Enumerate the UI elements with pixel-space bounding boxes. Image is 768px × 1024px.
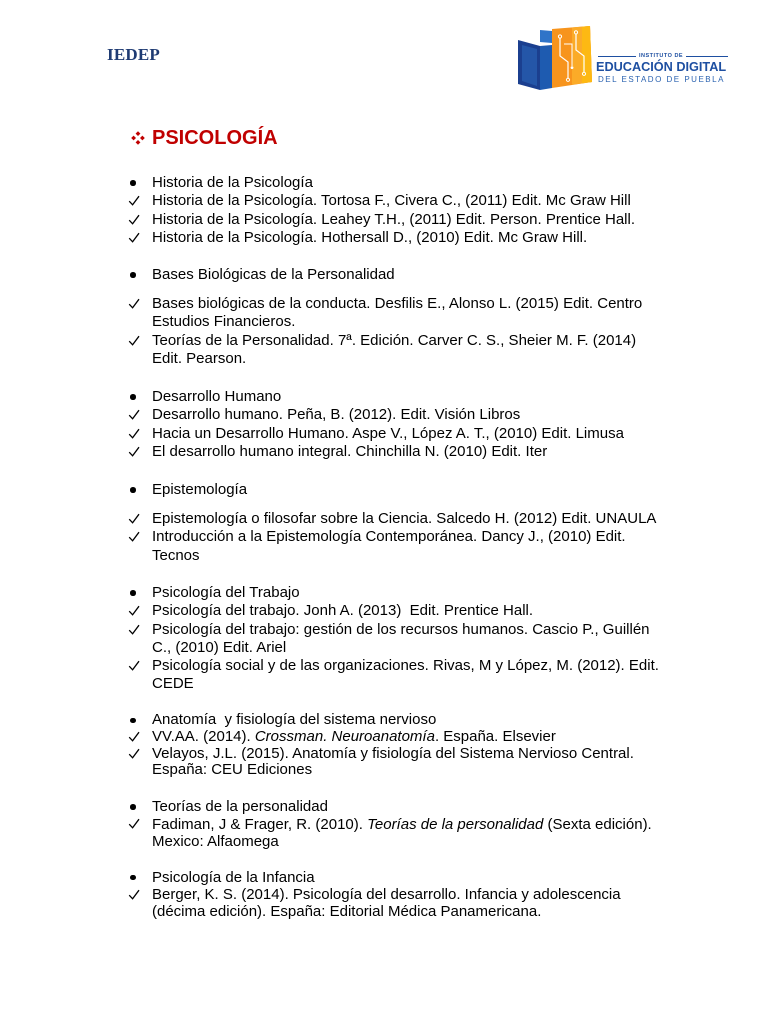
check-icon	[128, 818, 140, 829]
bullet-icon	[130, 487, 136, 493]
book-title: Crossman. Neuroanatomía	[254, 727, 435, 745]
bullet-icon	[130, 804, 136, 810]
check-icon	[128, 428, 140, 439]
logo-mark-icon	[516, 26, 594, 92]
topic-item	[127, 266, 668, 284]
check-icon	[128, 195, 140, 206]
check-icon	[128, 748, 140, 759]
bullet-icon	[130, 180, 136, 186]
topic-label: Anatomía y fisiología del sistema nervioso	[152, 711, 437, 728]
topic-label: Psicología de la Infancia	[152, 869, 315, 886]
reference-item	[127, 295, 668, 332]
reference-text: Desarrollo humano. Peña, B. (2012). Edit. Visión Libros	[152, 406, 521, 424]
logo-rule	[686, 56, 728, 57]
topic-section	[127, 869, 672, 920]
reference-text-part: (Sexta edición). Mexico: Alfaomega	[152, 815, 656, 850]
institute-logo	[0, 0, 768, 100]
bullet-icon	[130, 272, 136, 278]
check-icon	[128, 513, 140, 524]
topic-item	[127, 388, 668, 406]
reference-text: Historia de la Psicología. Hothersall D., (2010) Edit. Mc Graw Hill.	[152, 228, 588, 246]
reference-item	[127, 332, 668, 369]
reference-item	[127, 406, 668, 424]
check-icon	[128, 214, 140, 225]
bullet-icon	[130, 718, 136, 724]
reference-text: Historia de la Psicología. Tortosa F., Civera C., (2011) Edit. Mc Graw Hill	[152, 192, 631, 210]
reference-text: Bases biológicas de la conducta. Desfilis E., Alonso L. (2015) Edit. Centro Estudios Financieros.	[152, 294, 647, 331]
reference-text: Hacia un Desarrollo Humano. Aspe V., López A. T., (2010) Edit. Limusa	[152, 424, 624, 442]
topic-item	[127, 798, 668, 816]
reference-item	[127, 443, 668, 461]
reference-item	[127, 886, 668, 920]
topic-section	[127, 798, 672, 851]
reference-text: Introducción a la Epistemología Contemporánea. Dancy J., (2010) Edit. Tecnos	[152, 528, 630, 564]
topic-label: Psicología del Trabajo	[152, 584, 300, 601]
reference-text-part: VV.AA. (2014).	[152, 727, 255, 745]
topic-section	[127, 388, 672, 461]
reference-item	[127, 602, 668, 620]
topic-label: Bases Biológicas de la Personalidad	[152, 266, 395, 283]
reference-text: Psicología social y de las organizaciones. Rivas, M y López, M. (2012). Edit. CEDE	[152, 657, 664, 693]
reference-item	[127, 729, 668, 746]
reference-item	[127, 510, 668, 528]
diamond-bullet-icon	[131, 131, 145, 145]
organization-name: IEDEP	[107, 45, 160, 64]
topic-section	[127, 712, 672, 779]
check-icon	[128, 531, 140, 542]
check-icon	[128, 298, 140, 309]
check-icon	[128, 232, 140, 243]
topic-label: Historia de la Psicología	[152, 174, 313, 191]
check-icon	[128, 446, 140, 457]
check-icon	[128, 624, 140, 635]
topic-item	[127, 174, 668, 192]
topic-label: Desarrollo Humano	[152, 388, 282, 405]
topic-item	[127, 584, 668, 602]
logo-text-state: DEL ESTADO DE PUEBLA	[598, 75, 725, 84]
reference-text: Historia de la Psicología. Leahey T.H., (2011) Edit. Person. Prentice Hall.	[152, 210, 636, 228]
reference-item	[127, 528, 668, 565]
book-title: Teorías de la personalidad	[367, 815, 544, 833]
reference-text: Psicología del trabajo. Jonh A. (2013) Edit. Prentice Hall.	[152, 602, 534, 620]
reference-item	[127, 211, 668, 229]
reference-text: Psicología del trabajo: gestión de los recursos humanos. Cascio P., Guillén C., (2010) Edit. Ariel	[152, 620, 654, 656]
bullet-icon	[130, 875, 136, 881]
reference-item	[127, 657, 668, 694]
logo-text-main: EDUCACIÓN DIGITAL	[596, 60, 727, 74]
logo-text-institute: INSTITUTO DE	[639, 53, 684, 59]
check-icon	[128, 335, 140, 346]
topic-section	[127, 481, 672, 565]
reference-item	[127, 425, 668, 443]
check-icon	[128, 605, 140, 616]
logo-caption-top	[598, 52, 728, 60]
check-icon	[128, 731, 140, 742]
check-icon	[128, 660, 140, 671]
page-title: PSICOLOGÍA	[152, 127, 278, 149]
reference-item	[127, 746, 668, 780]
topic-section	[127, 266, 672, 368]
topic-label: Teorías de la personalidad	[152, 798, 328, 815]
reference-text: Epistemología o filosofar sobre la Ciencia. Salcedo H. (2012) Edit. UNAULA	[152, 509, 657, 527]
reference-text	[152, 729, 668, 746]
topic-label: Epistemología	[152, 481, 248, 498]
check-icon	[128, 889, 140, 900]
bullet-icon	[130, 590, 136, 596]
logo-rule	[598, 56, 636, 57]
bullet-icon	[130, 394, 136, 400]
topic-item	[127, 869, 668, 886]
reference-item	[127, 816, 668, 851]
reference-text-part: . España. Elsevier	[434, 727, 556, 745]
reference-text: Berger, K. S. (2014). Psicología del desarrollo. Infancia y adolescencia (décima edición). España: Editorial Médica Panamericana.	[152, 886, 625, 920]
reference-text: Teorías de la Personalidad. 7ª. Edición. Carver C. S., Sheier M. F. (2014) Edit. Pearson.	[152, 331, 641, 367]
reference-text: Velayos, J.L. (2015). Anatomía y fisiología del Sistema Nervioso Central. España: CEU Ediciones	[152, 744, 639, 779]
reference-text	[152, 816, 668, 851]
topic-item	[127, 712, 668, 729]
check-icon	[128, 409, 140, 420]
reference-text-part: Fadiman, J & Frager, R. (2010).	[152, 815, 368, 833]
reference-item	[127, 621, 668, 658]
topic-section	[127, 584, 672, 694]
topic-section	[127, 174, 672, 247]
reference-text: El desarrollo humano integral. Chinchilla N. (2010) Edit. Iter	[152, 442, 548, 460]
reference-item	[127, 229, 668, 247]
topic-item	[127, 481, 668, 499]
reference-item	[127, 192, 668, 210]
